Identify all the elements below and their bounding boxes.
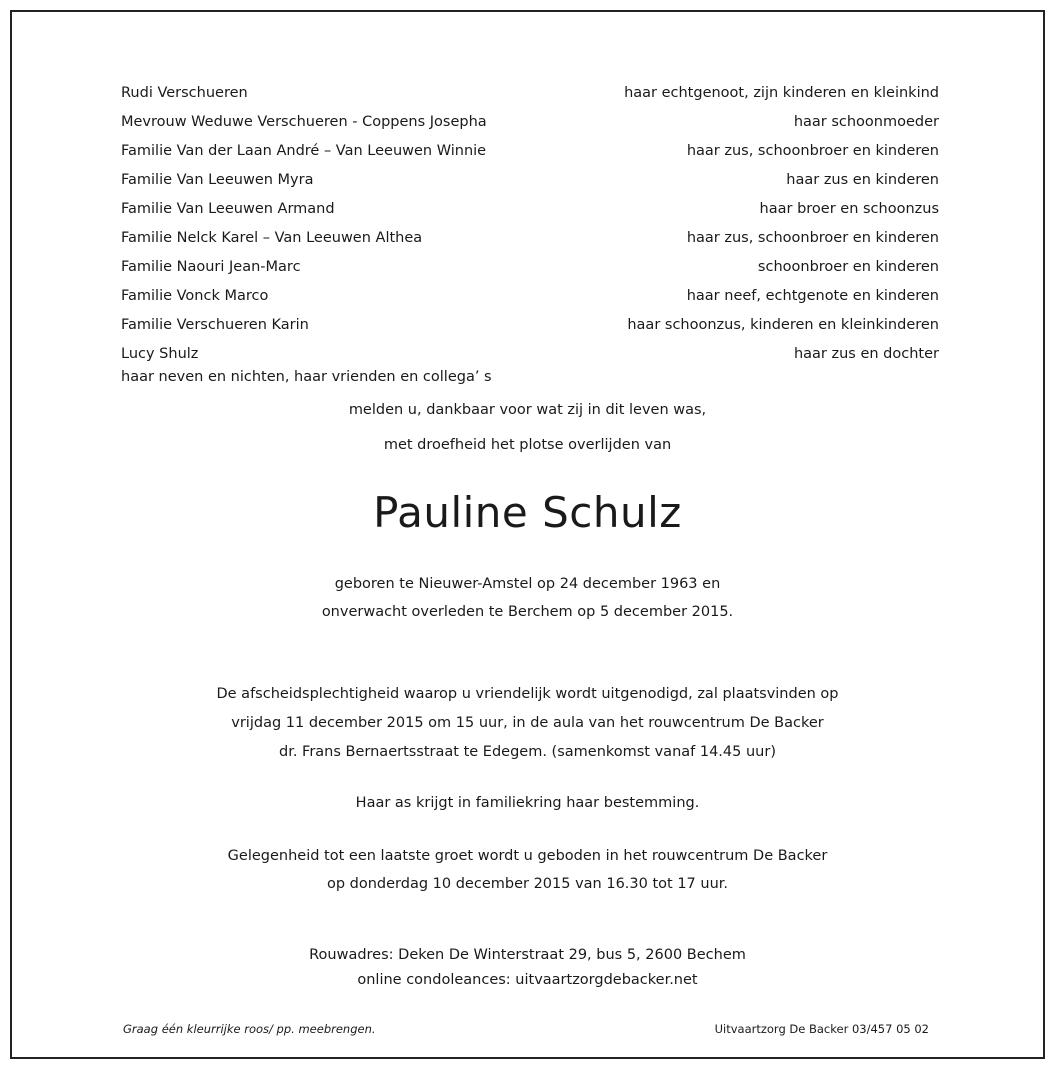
mourner-name: Mevrouw Weduwe Verschueren - Coppens Josepha xyxy=(121,113,487,130)
mourner-row xyxy=(121,165,939,194)
mourner-name: Familie Naouri Jean-Marc xyxy=(121,258,301,275)
mourner-relation: haar zus en dochter xyxy=(793,345,939,362)
mourner-relation: haar schoonzus, kinderen en kleinkinderen xyxy=(627,316,939,333)
deceased-name: Pauline Schulz xyxy=(373,488,682,537)
ceremony-line-3: dr. Frans Bernaertsstraat te Edegem. (samenkomst vanaf 14.45 uur) xyxy=(279,744,776,760)
mourner-row xyxy=(121,339,939,368)
announcement-line-1: melden u, dankbaar voor wat zij in dit leven was, xyxy=(348,402,707,418)
mourner-row xyxy=(121,136,939,165)
mourner-row xyxy=(121,252,939,281)
mourner-name: Familie Verschueren Karin xyxy=(121,316,309,333)
viewing-line-2: op donderdag 10 december 2015 van 16.30 tot 17 uur. xyxy=(326,876,728,892)
mourner-name: Familie Nelck Karel – Van Leeuwen Althea xyxy=(121,229,423,246)
death-line: onverwacht overleden te Berchem op 5 december 2015. xyxy=(321,604,734,620)
mourner-relation: haar echtgenoot, zijn kinderen en kleinkind xyxy=(624,84,939,101)
mourner-row xyxy=(121,223,939,252)
mourner-name: Familie Van der Laan André – Van Leeuwen Winnie xyxy=(121,142,487,159)
ashes-line: Haar as krijgt in familiekring haar bestemming. xyxy=(355,795,700,811)
obituary-card xyxy=(10,10,1045,1059)
mourner-name: Familie Vonck Marco xyxy=(121,287,269,304)
deceased-name-wrapper xyxy=(12,488,1043,537)
mourner-name: Lucy Shulz xyxy=(121,345,199,362)
ceremony-line-2: vrijdag 11 december 2015 om 15 uur, in de aula van het rouwcentrum De Backer xyxy=(231,715,824,731)
mourner-row xyxy=(121,310,939,339)
birth-line: geboren te Nieuwer-Amstel op 24 december 1963 en xyxy=(334,576,721,592)
mourner-relation: haar zus en kinderen xyxy=(786,171,939,188)
mourner-row xyxy=(121,194,939,223)
mourner-relation: schoonbroer en kinderen xyxy=(757,258,939,275)
mourner-relation: haar neef, echtgenote en kinderen xyxy=(686,287,939,304)
mourner-relation: haar schoonmoeder xyxy=(793,113,939,130)
undertaker-contact: Uitvaartzorg De Backer 03/457 05 02 xyxy=(714,1022,929,1036)
mourner-name: Familie Van Leeuwen Armand xyxy=(121,200,335,217)
mourner-name: Familie Van Leeuwen Myra xyxy=(121,171,314,188)
viewing-line-1: Gelegenheid tot een laatste groet wordt u geboden in het rouwcentrum De Backer xyxy=(227,848,828,864)
mourner-list xyxy=(121,78,939,368)
ceremony-line-1: De afscheidsplechtigheid waarop u vriendelijk wordt uitgenodigd, zal plaatsvinden op xyxy=(216,686,839,702)
mourner-relation: haar zus, schoonbroer en kinderen xyxy=(686,142,939,159)
family-closing-line: haar neven en nichten, haar vrienden en collega’ s xyxy=(121,369,492,385)
mourner-row xyxy=(121,107,939,136)
footer-note: Graag één kleurrijke roos/ pp. meebrengen. xyxy=(123,1022,376,1036)
mourner-row xyxy=(121,78,939,107)
mourner-name: Rudi Verschueren xyxy=(121,84,248,101)
mourning-address: Rouwadres: Deken De Winterstraat 29, bus 5, 2600 Bechem xyxy=(309,947,746,963)
mourner-row xyxy=(121,281,939,310)
online-condolences: online condoleances: uitvaartzorgdebacker.net xyxy=(357,972,698,988)
announcement-line-2: met droefheid het plotse overlijden van xyxy=(383,437,672,453)
mourner-relation: haar broer en schoonzus xyxy=(759,200,939,217)
mourner-relation: haar zus, schoonbroer en kinderen xyxy=(686,229,939,246)
